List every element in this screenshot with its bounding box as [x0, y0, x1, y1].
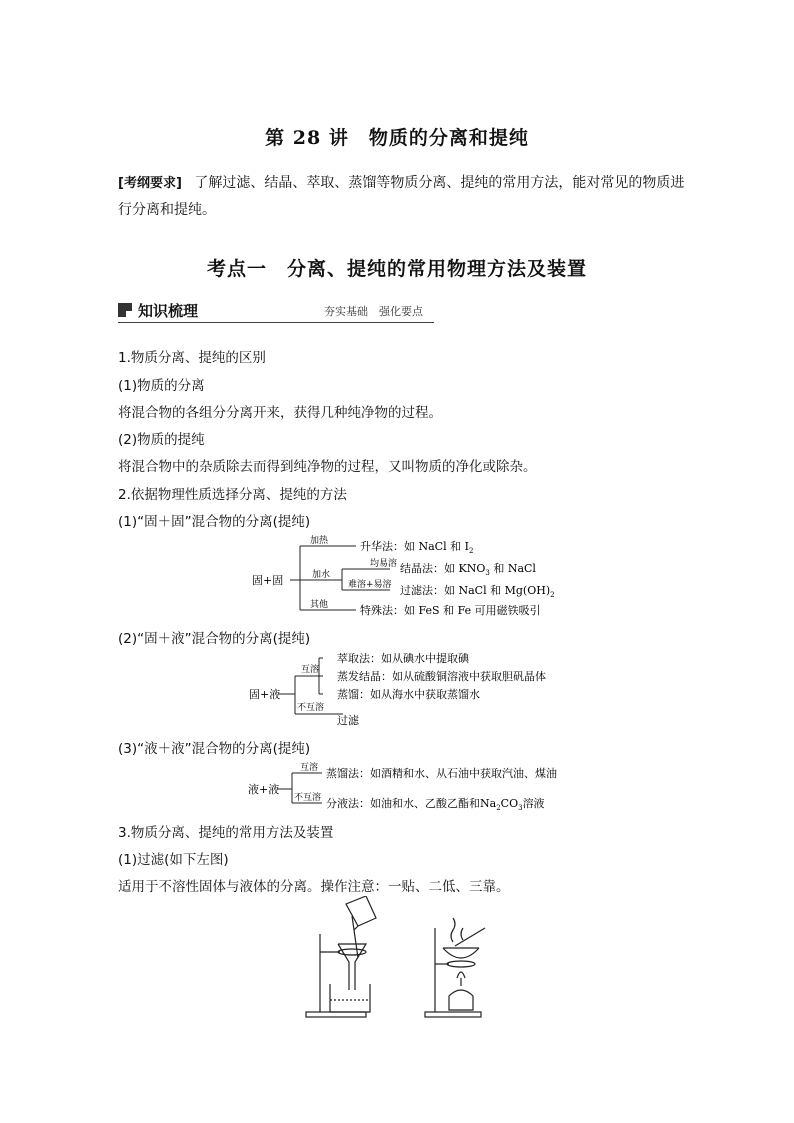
evaporation-label: 蒸发结晶：如从硫酸铜溶液中获取胆矾晶体 — [337, 670, 546, 683]
special-method-label: 特殊法：如 FeS 和 Fe 可用磁铁吸引 — [360, 604, 541, 617]
separation-label: 分液法：如油和水、乙酸乙酯和$Na_2CO_3$溶液 — [326, 797, 545, 812]
equal-solubility-label: 均易溶 — [370, 559, 398, 569]
root-label: 固+液 — [249, 688, 281, 701]
filtration-method-label: 过滤法：如 NaCl 和 $Mg(OH)_2$ — [400, 584, 555, 599]
subheading-1-2: (2)物质的提纯 — [118, 432, 205, 448]
syllabus-line-2: 行分离和提纯。 — [118, 202, 216, 218]
root-label: 固+固 — [252, 574, 284, 587]
section-title: 考点一 分离、提纯的常用物理方法及装置 — [206, 258, 587, 280]
page-title: 第 28 讲 物质的分离和提纯 — [265, 127, 529, 149]
syllabus-text-1: 了解过滤、结晶、萃取、蒸馏等物质分离、提纯的常用方法，能对常见的物质进 — [194, 175, 685, 191]
subheading-2-3: (3)“液＋液”混合物的分离(提纯) — [118, 741, 311, 757]
header-rule — [118, 322, 434, 323]
branch-non-mutual: 不互溶 — [294, 793, 322, 803]
solid-solid-diagram — [250, 534, 570, 620]
different-solubility-label: 难溶+易溶 — [348, 580, 392, 590]
liquid-liquid-diagram — [246, 760, 566, 814]
evaporation-apparatus-figure — [415, 906, 495, 1020]
heading-2: 2.依据物理性质选择分离、提纯的方法 — [118, 487, 347, 503]
distillation-label: 蒸馏：如从海水中获取蒸馏水 — [337, 688, 480, 701]
knowledge-subtitle: 夯实基础 强化要点 — [324, 305, 423, 318]
branch-mutual: 互溶 — [300, 763, 319, 773]
text-3-1: 适用于不溶性固体与液体的分离。操作注意：一贴、二低、三靠。 — [118, 879, 510, 895]
solid-liquid-diagram — [247, 646, 567, 730]
text-1-2: 将混合物中的杂质除去而得到纯净物的过程，又叫物质的净化或除杂。 — [118, 459, 537, 475]
subheading-2-1: (1)“固＋固”混合物的分离(提纯) — [118, 514, 311, 530]
branch-non-mutual: 不互溶 — [297, 703, 325, 713]
text-1-1: 将混合物的各组分分离开来，获得几种纯净物的过程。 — [118, 405, 442, 421]
branch-mutual: 互溶 — [301, 665, 320, 675]
square-icon — [118, 303, 132, 317]
root-label: 液+液 — [248, 783, 280, 796]
sublimation-label: 升华法：如 NaCl 和 $I_2$ — [360, 540, 474, 555]
syllabus-line-1 — [118, 170, 684, 197]
branch-other: 其他 — [310, 600, 329, 610]
distillation-method-label: 蒸馏法：如酒精和水、从石油中获取汽油、煤油 — [326, 767, 557, 780]
extraction-label: 萃取法：如从碘水中提取碘 — [337, 652, 469, 665]
knowledge-label: 知识梳理 — [138, 302, 199, 320]
knowledge-header — [118, 300, 434, 324]
subheading-2-2: (2)“固＋液”混合物的分离(提纯) — [118, 631, 311, 647]
syllabus-tag: [考纲要求] — [118, 176, 182, 191]
branch-heat: 加热 — [310, 536, 329, 546]
heading-3: 3.物质分离、提纯的常用方法及装置 — [118, 825, 334, 841]
filtration-label: 过滤 — [337, 714, 359, 727]
crystallization-label: 结晶法：如 $KNO_3$ 和 NaCl — [400, 562, 536, 577]
filtration-apparatus-figure — [300, 896, 400, 1020]
subheading-3-1: (1)过滤(如下左图) — [118, 852, 229, 868]
heading-1: 1.物质分离、提纯的区别 — [118, 350, 266, 366]
subheading-1-1: (1)物质的分离 — [118, 378, 205, 394]
branch-water: 加水 — [312, 570, 331, 580]
